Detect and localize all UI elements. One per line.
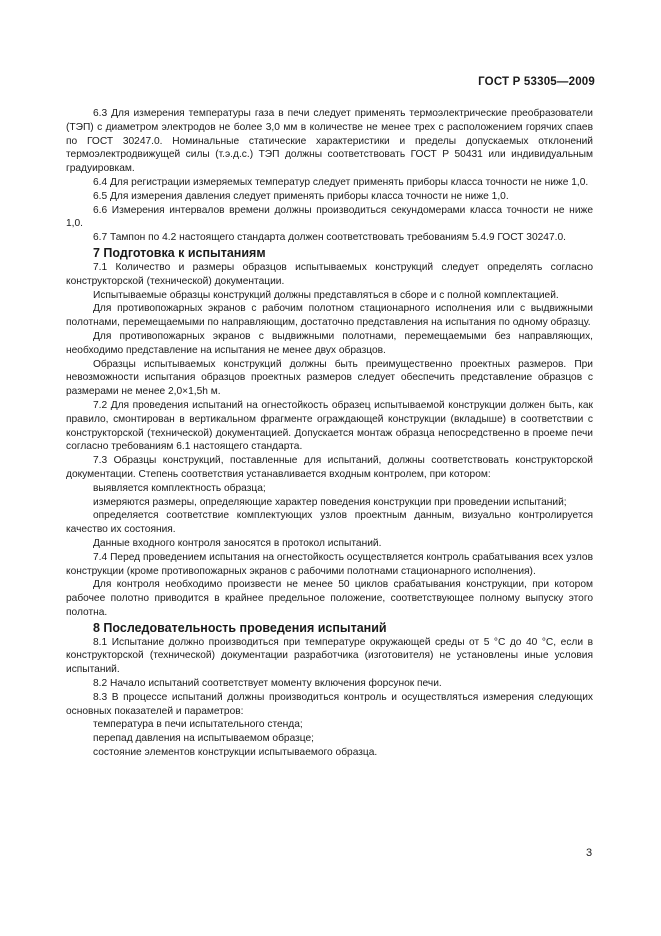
paragraph-8-2: 8.2 Начало испытаний соответствует моменту включения форсунок печи. xyxy=(93,678,442,690)
paragraph: Данные входного контроля заносятся в протокол испытаний. xyxy=(93,537,382,549)
paragraph: Для контроля необходимо произвести не менее 50 циклов срабатывания конструкции, при котором рабочее полотно приводится в крайнее предельное положение, соответствующее полному выпуску этого полотна. xyxy=(66,579,593,618)
paragraph-7-3: 7.3 Образцы конструкций, поставленные для испытаний, должны соответствовать конструкторской документации. Степень соответствия устанавливается входным контролем, при котором: xyxy=(66,455,593,480)
list-item: температура в печи испытательного стенда; xyxy=(93,719,303,731)
document-body xyxy=(66,107,593,760)
paragraph-7-4: 7.4 Перед проведением испытания на огнестойкость осуществляется контроль срабатывания всех узлов конструкции (кроме противопожарных экранов с рабочими полотнами стационарного исполнения). xyxy=(66,551,593,577)
document-header: ГОСТ Р 53305—2009 xyxy=(478,76,595,88)
page-number: 3 xyxy=(586,847,593,859)
paragraph: Образцы испытываемых конструкций должны быть преимущественно проектных размеров. При невозможности испытания образцов проектных размеров следует обеспечить представление образцов с размерами не менее 2,0×1,5h м. xyxy=(66,358,593,398)
paragraph-6-3: 6.3 Для измерения температуры газа в печи следует применять термоэлектрические преобразователи (ТЭП) с диаметром электродов не более 3,0 мм в количестве не менее трех с расположением горячих спаев по ГОСТ 30247.0. Номинальные статические характеристики и пределы допускаемых отклонений термоэлектродвижущей силы (т.э.д.с.) ТЭП должны соответствовать ГОСТ Р 50431 или индивидуальным градуировкам. xyxy=(66,108,593,175)
paragraph-6-7: 6.7 Тампон по 4.2 настоящего стандарта должен соответствовать требованиям 5.4.9 ГОСТ 30247.0. xyxy=(93,232,566,244)
list-item: состояние элементов конструкции испытываемого образца. xyxy=(93,747,378,759)
paragraph: Для противопожарных экранов с выдвижными полотнами, перемещаемыми без направляющих, необходимо представление на испытания не менее двух образцов. xyxy=(66,330,593,356)
section-8-heading: 8 Последовательность проведения испытаний xyxy=(93,620,387,635)
paragraph: Для противопожарных экранов с рабочим полотном стационарного исполнения или с выдвижными полотнами, перемещаемыми по направляющим, достаточно представления на испытания по одному образцу. xyxy=(66,303,593,329)
paragraph-8-1: 8.1 Испытание должно производиться при температуре окружающей среды от 5 °С до 40 °С, если в конструкторской (технической) документации разработчика (изготовителя) не установлены иные условия испытаний. xyxy=(66,636,593,676)
paragraph-6-4: 6.4 Для регистрации измеряемых температур следует применять приборы класса точности не ниже 1,0. xyxy=(93,176,589,188)
list-item: перепад давления на испытываемом образце; xyxy=(93,733,315,745)
section-7-heading: 7 Подготовка к испытаниям xyxy=(93,245,266,260)
paragraph: Испытываемые образцы конструкций должны представляться в сборе и с полной комплектацией. xyxy=(93,289,559,301)
list-item: измеряются размеры, определяющие характер поведения конструкции при проведении испытаний; xyxy=(93,496,567,508)
list-item: выявляется комплектность образца; xyxy=(93,482,266,494)
list-item: определяется соответствие комплектующих узлов проектным данным, визуально контролируется качество их состояния. xyxy=(66,510,593,536)
paragraph-7-1: 7.1 Количество и размеры образцов испытываемых конструкций следует определять согласно конструкторской (технической) документации. xyxy=(66,261,593,287)
paragraph-6-5: 6.5 Для измерения давления следует применять приборы класса точности не ниже 1,0. xyxy=(93,190,509,202)
paragraph-6-6: 6.6 Измерения интервалов времени должны производиться секундомерами класса точности не ниже 1,0. xyxy=(66,204,593,230)
paragraph-8-3: 8.3 В процессе испытаний должны производиться контроль и осуществляться измерения следующих основных показателей и параметров: xyxy=(66,691,593,717)
paragraph-7-2: 7.2 Для проведения испытаний на огнестойкость образец испытываемой конструкции должен быть, как правило, смонтирован в вертикальном фрагменте ограждающей конструкции (вкладыше) в соответствии с конструкторской (технической) документацией. Допускается монтаж образца непосредственно в проеме печи согласно требованиям 6.1 настоящего стандарта. xyxy=(66,399,593,453)
